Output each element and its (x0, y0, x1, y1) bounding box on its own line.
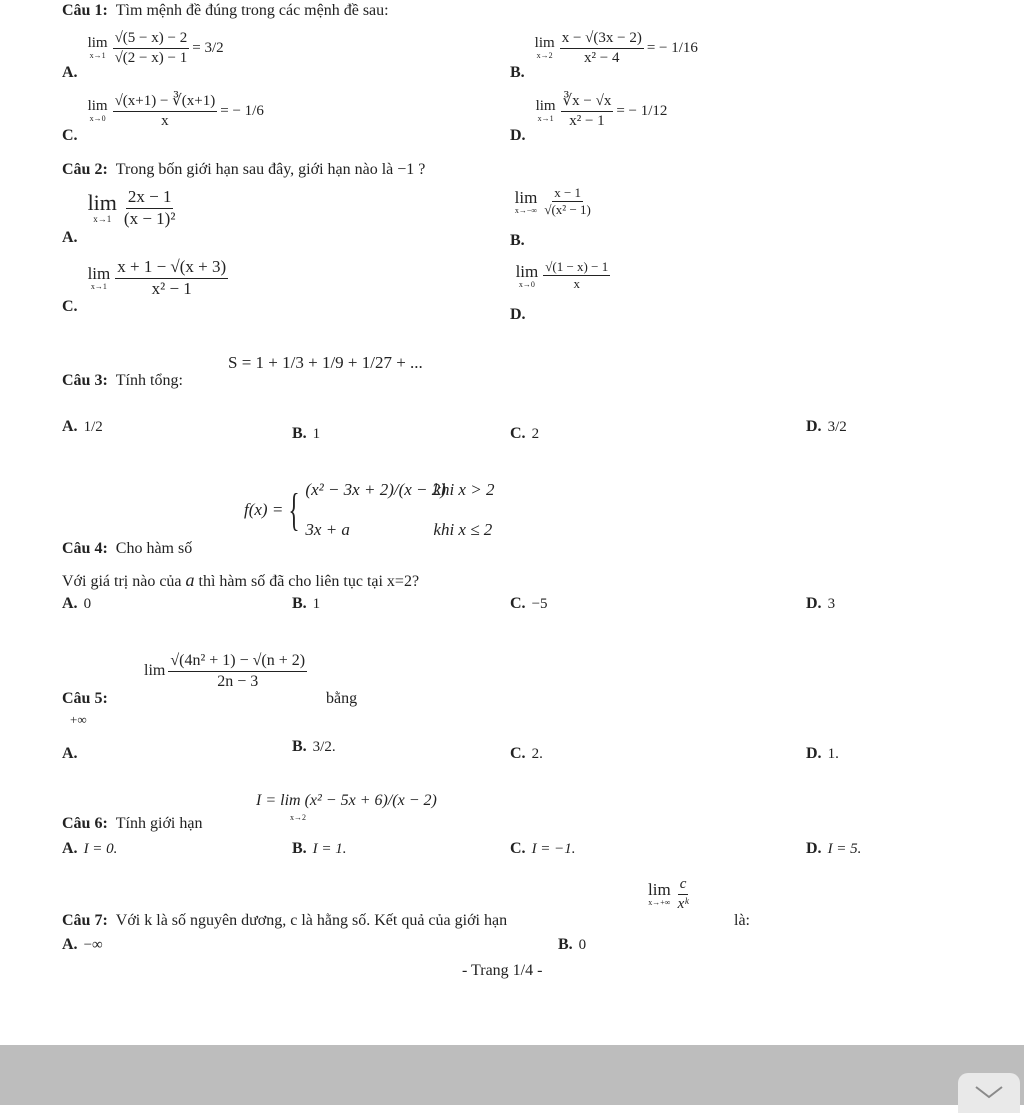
q1-c-letter: C. (62, 127, 78, 144)
q5-tail: bằng (326, 690, 358, 707)
q5-num: √(4n² + 1) − √(n + 2) (168, 652, 307, 672)
q4-d-value: 3 (827, 596, 836, 612)
q2-a-num: 2x − 1 (126, 188, 174, 209)
q3-c-value: 2 (531, 426, 540, 442)
q3-b-letter: B. (292, 425, 307, 442)
q1-b-num: x − √(3x − 2) (560, 30, 644, 49)
q7-den: xᵏ (677, 895, 689, 912)
q2-b-letter: B. (510, 231, 525, 249)
q6-sub: x→2 (290, 813, 306, 822)
q4-func-name: f(x) = (244, 500, 284, 519)
q6-a-letter: A. (62, 840, 78, 857)
q1-a-lim: lim (87, 35, 108, 51)
q4-option-b[interactable] (292, 595, 320, 613)
q1-c-sub: x→0 (89, 114, 106, 123)
q1-c-lim: lim (87, 98, 108, 114)
q7-a-letter: A. (62, 936, 78, 953)
q4-question (62, 570, 419, 591)
q7-label: Câu 7: (62, 912, 108, 929)
q4-option-c[interactable] (510, 595, 548, 613)
q2-option-d[interactable] (510, 259, 633, 323)
q6-d-value: I = 5. (827, 841, 862, 857)
q2-d-sub: x→0 (518, 279, 535, 289)
q6-option-b[interactable] (292, 840, 347, 858)
q3-c-letter: C. (510, 425, 526, 442)
q1-d-sub: x→1 (537, 114, 554, 123)
q2-b-num: x − 1 (552, 186, 583, 202)
q6-option-c[interactable] (510, 840, 576, 858)
q5-sub: +∞ (70, 712, 87, 727)
q7-text: Với k là số nguyên dương, c là hằng số. Kết quả của giới hạn (115, 912, 508, 929)
q4-b-value: 1 (312, 596, 321, 612)
q1-option-c[interactable] (62, 93, 264, 144)
q5-label: Câu 5: (62, 690, 108, 707)
q1-c-rhs: = − 1/6 (220, 102, 264, 119)
q6-option-d[interactable] (806, 840, 861, 858)
q5-option-d[interactable] (806, 745, 839, 763)
q1-b-letter: B. (510, 64, 525, 81)
q1-d-lim: lim (535, 98, 556, 114)
q4-c-letter: C. (510, 595, 526, 612)
page-footer: - Trang 1/4 - (462, 962, 543, 979)
expand-toggle-button[interactable] (958, 1073, 1020, 1113)
q5-expr (144, 652, 310, 690)
q5-b-letter: B. (292, 738, 307, 755)
q4-function (244, 470, 494, 550)
q1-b-den: x² − 4 (584, 49, 620, 66)
q1-label: Câu 1: (62, 2, 108, 19)
q2-option-a[interactable] (62, 187, 180, 247)
q6-label: Câu 6: (62, 815, 108, 832)
q7-expr (648, 876, 694, 912)
q2-d-lim: lim (515, 261, 539, 281)
q3-expr: S = 1 + 1/3 + 1/9 + 1/27 + ... (228, 353, 423, 372)
q3-option-d[interactable] (806, 418, 847, 436)
q3-b-value: 1 (312, 426, 321, 442)
q6-c-letter: C. (510, 840, 526, 857)
q4-case2-cond: khi x ≤ 2 (433, 520, 493, 539)
q7-b-value: 0 (578, 937, 587, 953)
q4-a-value: 0 (83, 596, 92, 612)
q4-label: Câu 4: (62, 540, 108, 557)
q7-option-b[interactable] (558, 936, 586, 954)
q4-text: Cho hàm số (115, 540, 193, 557)
q1-d-den: x² − 1 (569, 112, 605, 129)
q1-a-den: √(2 − x) − 1 (114, 49, 188, 66)
q1-a-letter: A. (62, 64, 78, 81)
q6-b-value: I = 1. (312, 841, 347, 857)
q1-option-a[interactable] (62, 30, 224, 81)
q3-header (62, 372, 183, 390)
q2-c-num: x + 1 − √(x + 3) (115, 258, 228, 279)
q3-option-b[interactable] (292, 425, 320, 443)
q2-a-den: (x − 1)² (123, 208, 176, 228)
q5-option-b[interactable] (292, 738, 336, 756)
q1-text: Tìm mệnh đề đúng trong các mệnh đề sau: (115, 2, 389, 19)
q7-header (62, 912, 507, 930)
q5-c-letter: C. (510, 745, 526, 762)
q7-b-letter: B. (558, 936, 573, 953)
q2-a-letter: A. (62, 229, 78, 247)
q2-b-lim: lim (514, 187, 538, 207)
q1-a-rhs: = 3/2 (192, 39, 224, 56)
q3-a-letter: A. (62, 418, 78, 435)
q1-a-num: √(5 − x) − 2 (113, 30, 190, 49)
q1-c-num: √(x+1) − ∛(x+1) (113, 93, 218, 112)
q3-a-value: 1/2 (83, 419, 103, 435)
q2-c-den: x² − 1 (151, 278, 192, 298)
q5-den: 2n − 3 (217, 672, 259, 690)
q1-header (62, 2, 389, 20)
q4-question-var: a (185, 570, 195, 590)
q2-c-lim: lim (87, 264, 111, 284)
q1-b-lim: lim (534, 35, 555, 51)
q5-option-a[interactable] (62, 745, 84, 763)
q4-case1-expr: (x² − 3x + 2)/(x − 2) (305, 480, 446, 499)
q2-option-c[interactable] (62, 257, 231, 316)
q2-d-letter: D. (510, 305, 526, 323)
q3-text: Tính tổng: (115, 372, 183, 389)
q2-c-letter: C. (62, 298, 78, 316)
q4-a-letter: A. (62, 595, 78, 612)
q7-a-value: −∞ (83, 937, 103, 953)
q1-b-rhs: = − 1/16 (646, 39, 698, 56)
q5-d-letter: D. (806, 745, 822, 762)
q5-a-letter: A. (62, 745, 78, 762)
q2-d-den: x (573, 276, 580, 292)
q1-b-sub: x→2 (536, 51, 553, 60)
q2-a-sub: x→1 (93, 214, 112, 225)
q4-option-a[interactable] (62, 595, 91, 613)
q4-brace: { (288, 484, 300, 535)
q2-text: Trong bốn giới hạn sau đây, giới hạn nào là −1 ? (115, 161, 426, 178)
q6-a-value: I = 0. (83, 841, 118, 857)
q7-sub: x→+∞ (648, 898, 671, 907)
q6-header (62, 815, 202, 833)
q1-c-den: x (161, 112, 169, 129)
chevron-down-icon (958, 1073, 1020, 1105)
q1-d-rhs: = − 1/12 (616, 102, 668, 119)
q3-option-c[interactable] (510, 425, 539, 443)
q4-d-letter: D. (806, 595, 822, 612)
q5-c-value: 2. (531, 746, 543, 762)
q4-option-d[interactable] (806, 595, 835, 613)
q2-a-lim: lim (87, 190, 117, 216)
q3-option-a[interactable] (62, 418, 103, 436)
q2-b-den: √(x² − 1) (544, 202, 591, 218)
q2-option-b[interactable] (510, 185, 616, 249)
q1-option-b[interactable] (510, 30, 698, 81)
q1-a-sub: x→1 (89, 51, 106, 60)
q7-option-a[interactable] (62, 936, 103, 954)
q4-question-pre: Với giá trị nào của (62, 573, 182, 590)
q6-b-letter: B. (292, 840, 307, 857)
q2-b-sub: x→−∞ (514, 205, 538, 215)
q4-c-value: −5 (531, 596, 548, 612)
q5-header (62, 690, 108, 708)
q2-c-sub: x→1 (90, 282, 107, 292)
q7-lim: lim (648, 880, 671, 899)
q6-option-a[interactable] (62, 840, 117, 858)
q3-d-letter: D. (806, 418, 822, 435)
q4-b-letter: B. (292, 595, 307, 612)
q6-d-letter: D. (806, 840, 822, 857)
q4-question-post: thì hàm số đã cho liên tục tại x=2? (198, 573, 420, 590)
q7-num: c (678, 876, 689, 895)
q3-d-value: 3/2 (827, 419, 847, 435)
q2-d-num: √(1 − x) − 1 (543, 260, 610, 276)
q3-label: Câu 3: (62, 372, 108, 389)
q7-tail: là: (734, 912, 750, 929)
q4-case2-expr: 3x + a (305, 520, 350, 539)
q5-lim: lim (144, 662, 166, 680)
q2-label: Câu 2: (62, 161, 108, 178)
q6-c-value: I = −1. (531, 841, 576, 857)
q2-header (62, 161, 425, 179)
q4-header (62, 540, 192, 558)
q5-option-c[interactable] (510, 745, 543, 763)
q1-d-num: ∛x − √x (561, 93, 614, 112)
q4-case1-cond: khi x > 2 (433, 480, 495, 499)
q5-b-value: 3/2. (312, 739, 336, 755)
q1-option-d[interactable] (510, 93, 668, 144)
q5-d-value: 1. (827, 746, 839, 762)
q1-d-letter: D. (510, 127, 526, 144)
q6-expr: I = lim (x² − 5x + 6)/(x − 2) (256, 792, 437, 809)
q6-text: Tính giới hạn (115, 815, 203, 832)
viewer-bottom-bar (0, 1045, 1024, 1105)
